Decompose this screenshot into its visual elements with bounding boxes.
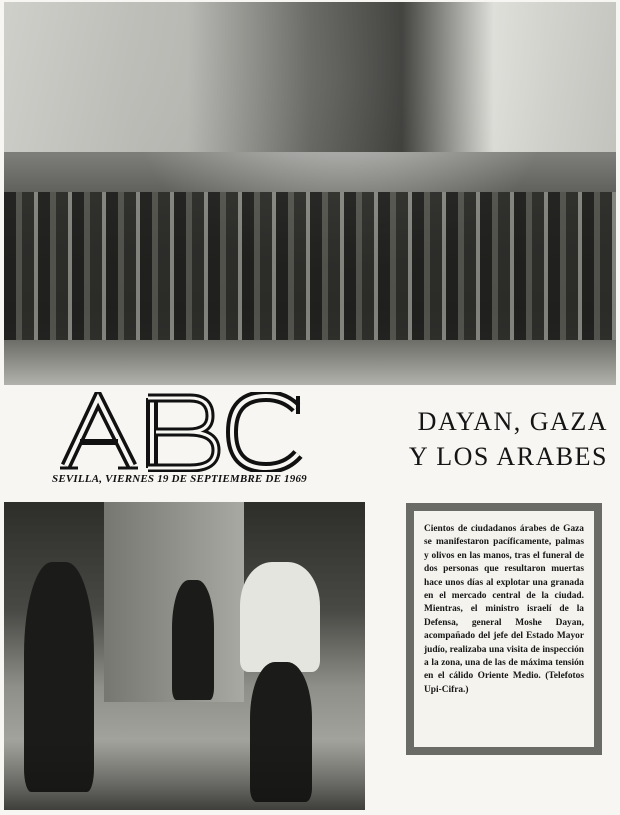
photo-crowd-figures bbox=[4, 192, 616, 342]
caption-text: Cientos de ciudadanos árabes de Gaza se manifestaron pacíficamente, palmas y olivos en las manos, tras el funeral de dos personas que resultaron muertas hace unos días al explotar una granada en el mercado central de la ciudad. Mientras, el ministro israelí de la Defensa, general Moshe Dayan, acompañado del jefe del Estado Mayor judío, realizaba una visita de inspección a la zona, una de las de máxima tensión en el cálido Oriente Medio. (Telefotos Upi-Cifra.) bbox=[424, 524, 584, 695]
photo-ground bbox=[4, 340, 616, 385]
abc-masthead-logo bbox=[60, 392, 310, 472]
abc-logo-graphic bbox=[60, 392, 310, 472]
headline-line-1: DAYAN, GAZA bbox=[417, 407, 608, 436]
logo-letter-c bbox=[232, 396, 298, 468]
headline bbox=[382, 404, 608, 474]
dateline: SEVILLA, VIERNES 19 DE SEPTIEMBRE DE 1969 bbox=[52, 473, 307, 485]
logo-letter-b bbox=[148, 398, 216, 468]
logo-letter-a bbox=[60, 398, 138, 468]
caption-inner bbox=[414, 511, 594, 747]
photo-figure-white bbox=[240, 562, 320, 672]
photo-buildings-trees bbox=[4, 2, 616, 152]
photo-figure-middle bbox=[172, 580, 214, 700]
top-photo-crowd bbox=[4, 2, 616, 385]
headline-line-2: Y LOS ARABES bbox=[408, 442, 608, 471]
bottom-photo-street bbox=[4, 502, 365, 810]
photo-shadow bbox=[4, 740, 365, 810]
caption-box bbox=[406, 503, 602, 755]
